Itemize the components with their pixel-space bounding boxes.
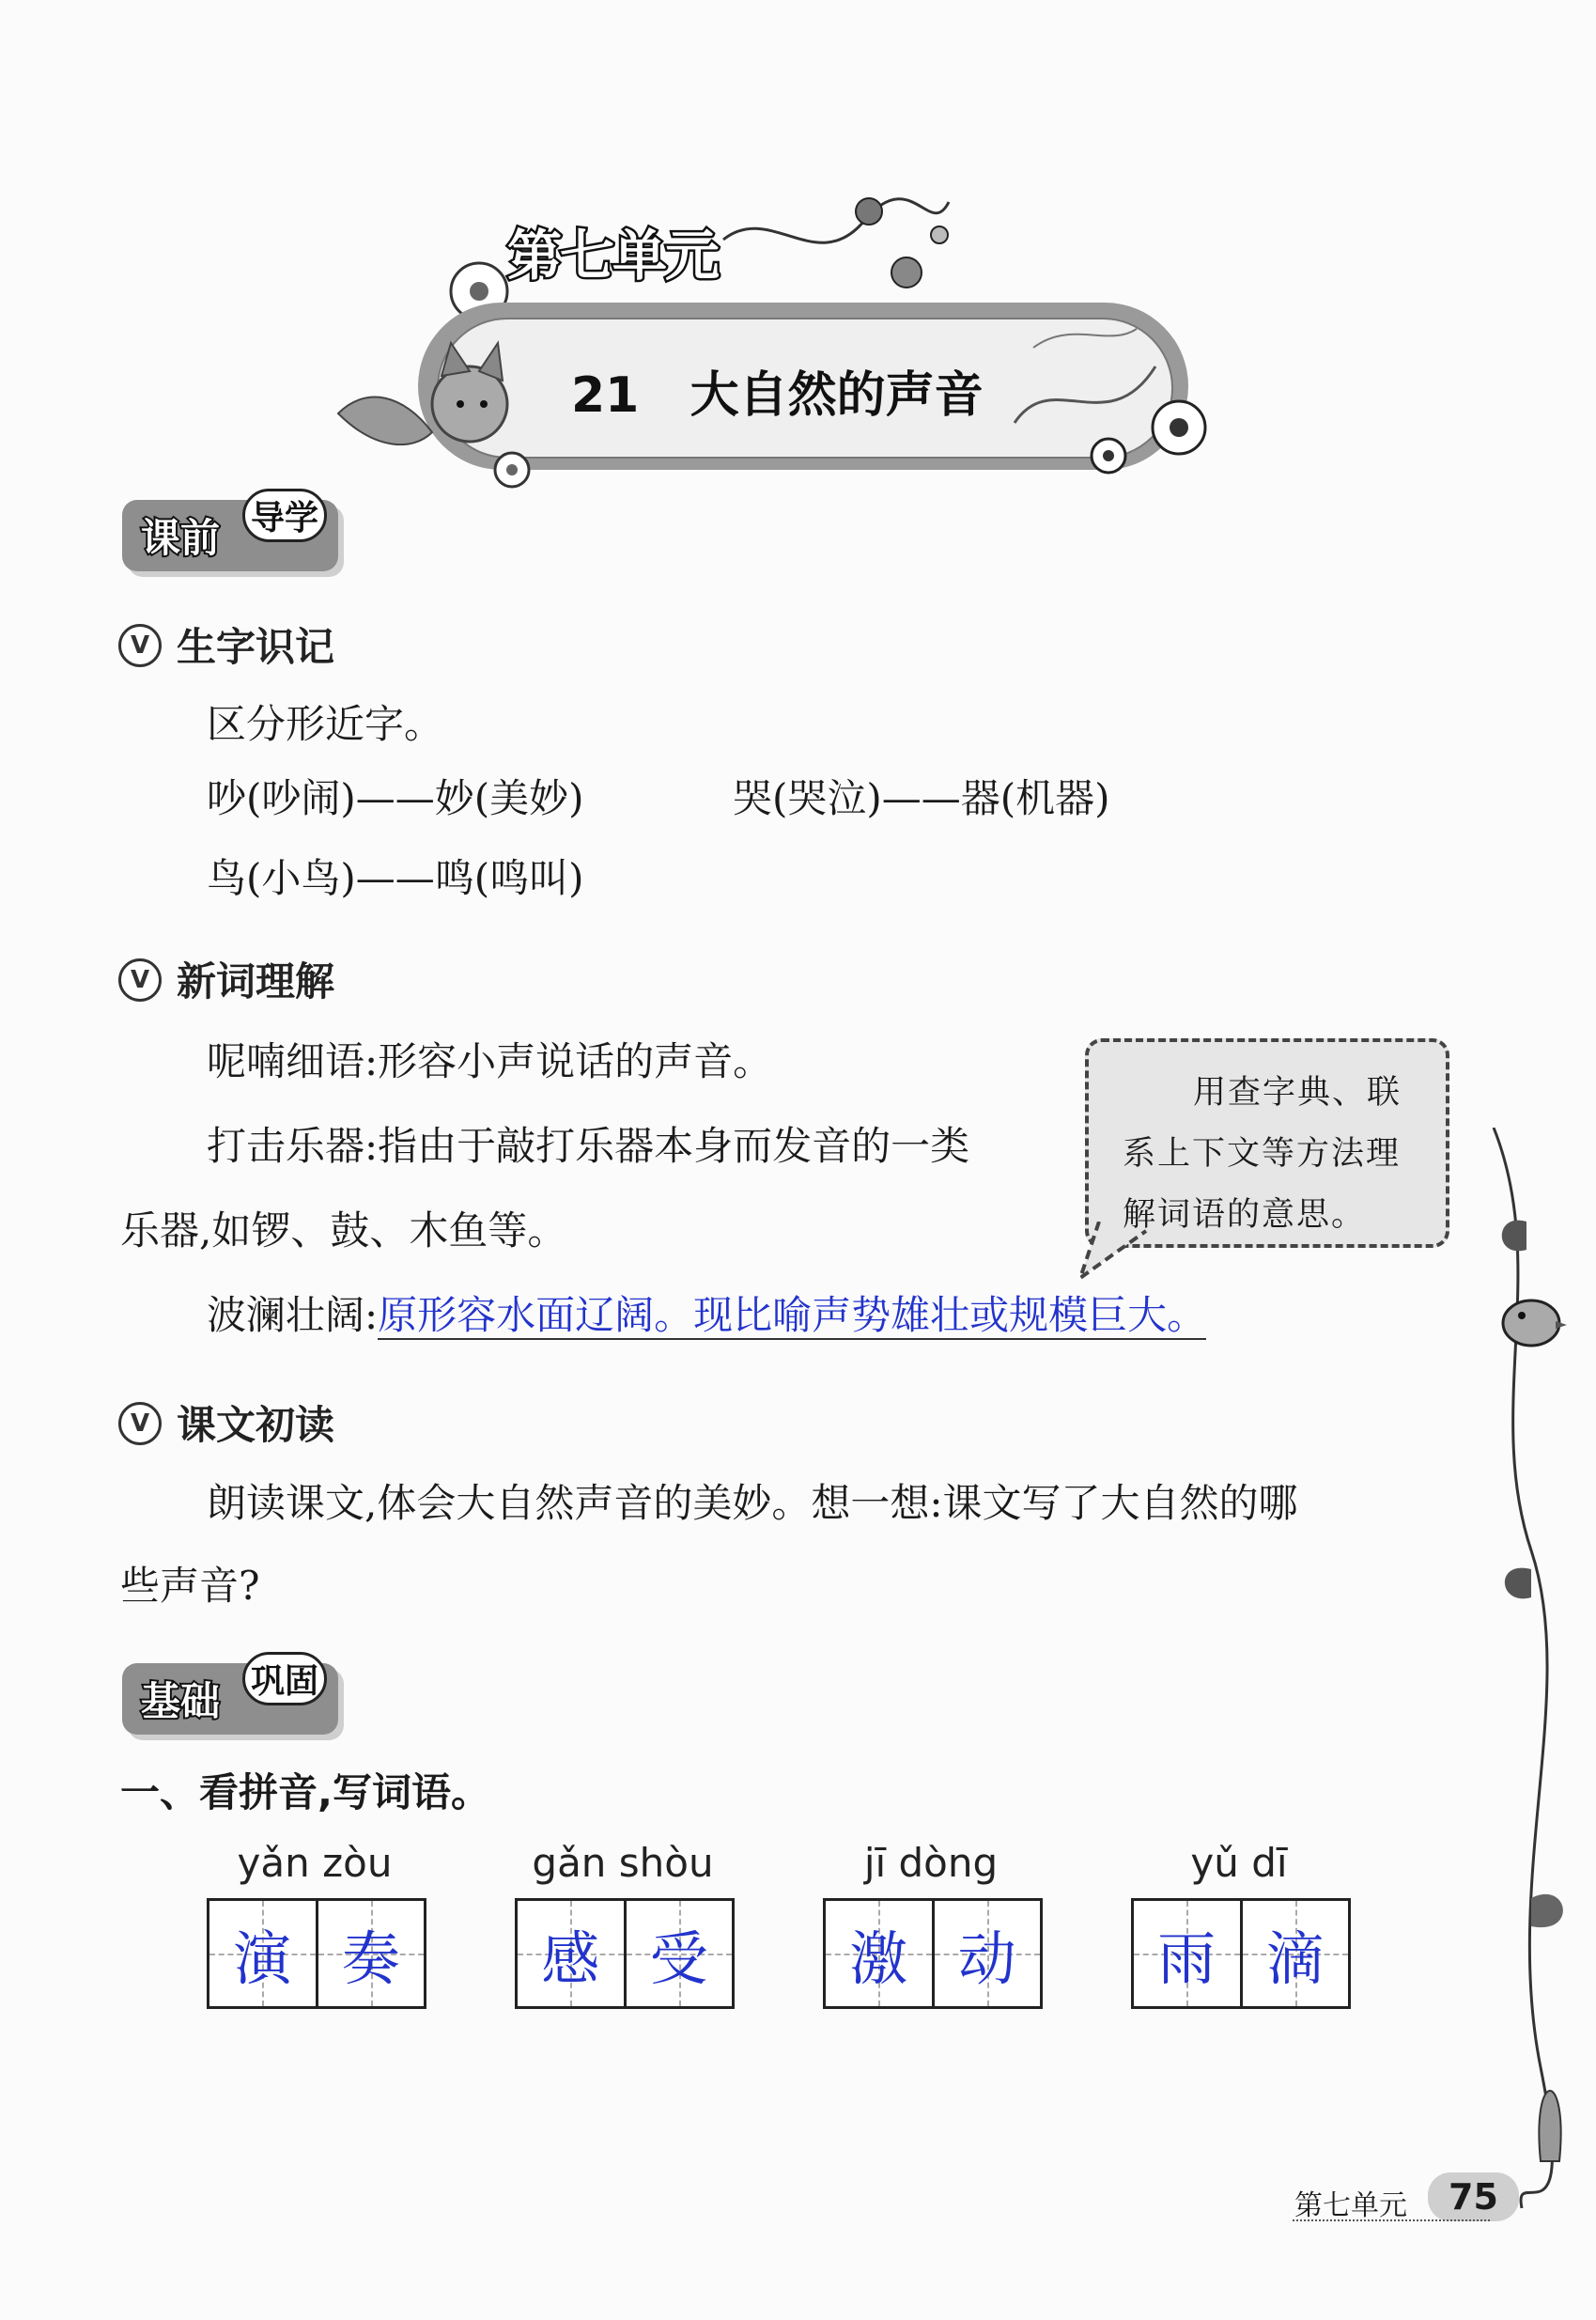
tip-line: 解词语的意思。 (1123, 1196, 1367, 1234)
vocab-answer: 原形容水面辽阔。现比喻声势雄壮或规模巨大。 (378, 1292, 1207, 1338)
section-tag-consolidate-main: 基础 (141, 1678, 221, 1724)
answer-box (1131, 1898, 1351, 2009)
character-pair: 鸟(小鸟)——鸣(鸣叫) (207, 855, 584, 901)
footer-unit: 第七单元 (1294, 2189, 1407, 2222)
vocab-term: 波澜壮阔: (207, 1292, 379, 1338)
answer-cell[interactable]: 滴 (1240, 1901, 1349, 2006)
character-pair: 哭(哭泣)——器(机器) (733, 775, 1110, 821)
section-tag-preview-bubble: 导学 (242, 489, 327, 542)
leaf-bullet-icon: V (118, 1402, 162, 1445)
heading-reading: 课文初读 (177, 1402, 335, 1448)
heading-vocab: 新词理解 (177, 958, 335, 1004)
answer-cell[interactable]: 激 (826, 1901, 932, 2006)
answer-cell[interactable]: 演 (209, 1901, 316, 2006)
reading-text: 朗读课文,体会大自然声音的美妙。想一想:课文写了大自然的哪 (207, 1480, 1298, 1526)
flower-icon (488, 446, 535, 493)
flower-icon (714, 183, 958, 305)
vocab-entry: 呢喃细语:形容小声说话的声音。 (207, 1038, 773, 1084)
pinyin-label: yǔ dī (1190, 1840, 1288, 1886)
vocab-entry-continued: 乐器,如锣、鼓、木鱼等。 (120, 1207, 567, 1253)
bird-icon (1494, 1287, 1569, 1353)
character-pair: 吵(吵闹)——妙(美妙) (207, 775, 584, 821)
answer-cell[interactable]: 感 (518, 1901, 624, 2006)
answer-cell[interactable]: 动 (932, 1901, 1041, 2006)
section-tag-consolidate-bubble: 巩固 (242, 1652, 327, 1705)
pinyin-label: jī dòng (863, 1840, 999, 1886)
vocab-entry (207, 1292, 1206, 1339)
answer-cell[interactable]: 奏 (316, 1901, 425, 2006)
tip-line: 系上下文等方法理 (1123, 1135, 1402, 1173)
vocab-entry: 打击乐器:指由于敲打乐器本身而发音的一类 (207, 1123, 970, 1169)
leaf-bullet-icon: V (118, 624, 162, 667)
answer-cell[interactable]: 雨 (1134, 1901, 1240, 2006)
leaf-bullet-icon: V (118, 958, 162, 1002)
pinyin-label: yǎn zòu (237, 1840, 393, 1886)
lesson-title: 21 大自然的声音 (571, 367, 984, 424)
pinyin-label: gǎn shòu (532, 1840, 714, 1886)
heading-characters: 生字识记 (177, 624, 335, 670)
tip-line: 用查字典、联 (1193, 1074, 1402, 1112)
page-number: 75 (1428, 2172, 1519, 2221)
section-tag-preview-main: 课前 (141, 515, 221, 561)
unit-title: 第七单元 (507, 224, 719, 288)
reading-text: 些声音? (120, 1563, 260, 1609)
answer-box (823, 1898, 1043, 2009)
answer-cell[interactable]: 受 (624, 1901, 733, 2006)
answer-box (515, 1898, 735, 2009)
characters-intro: 区分形近字。 (207, 701, 444, 747)
answer-box (207, 1898, 426, 2009)
flower-icon (996, 310, 1221, 489)
footer-divider (1293, 2219, 1490, 2221)
exercise-title: 一、看拼音,写词语。 (120, 1769, 490, 1815)
